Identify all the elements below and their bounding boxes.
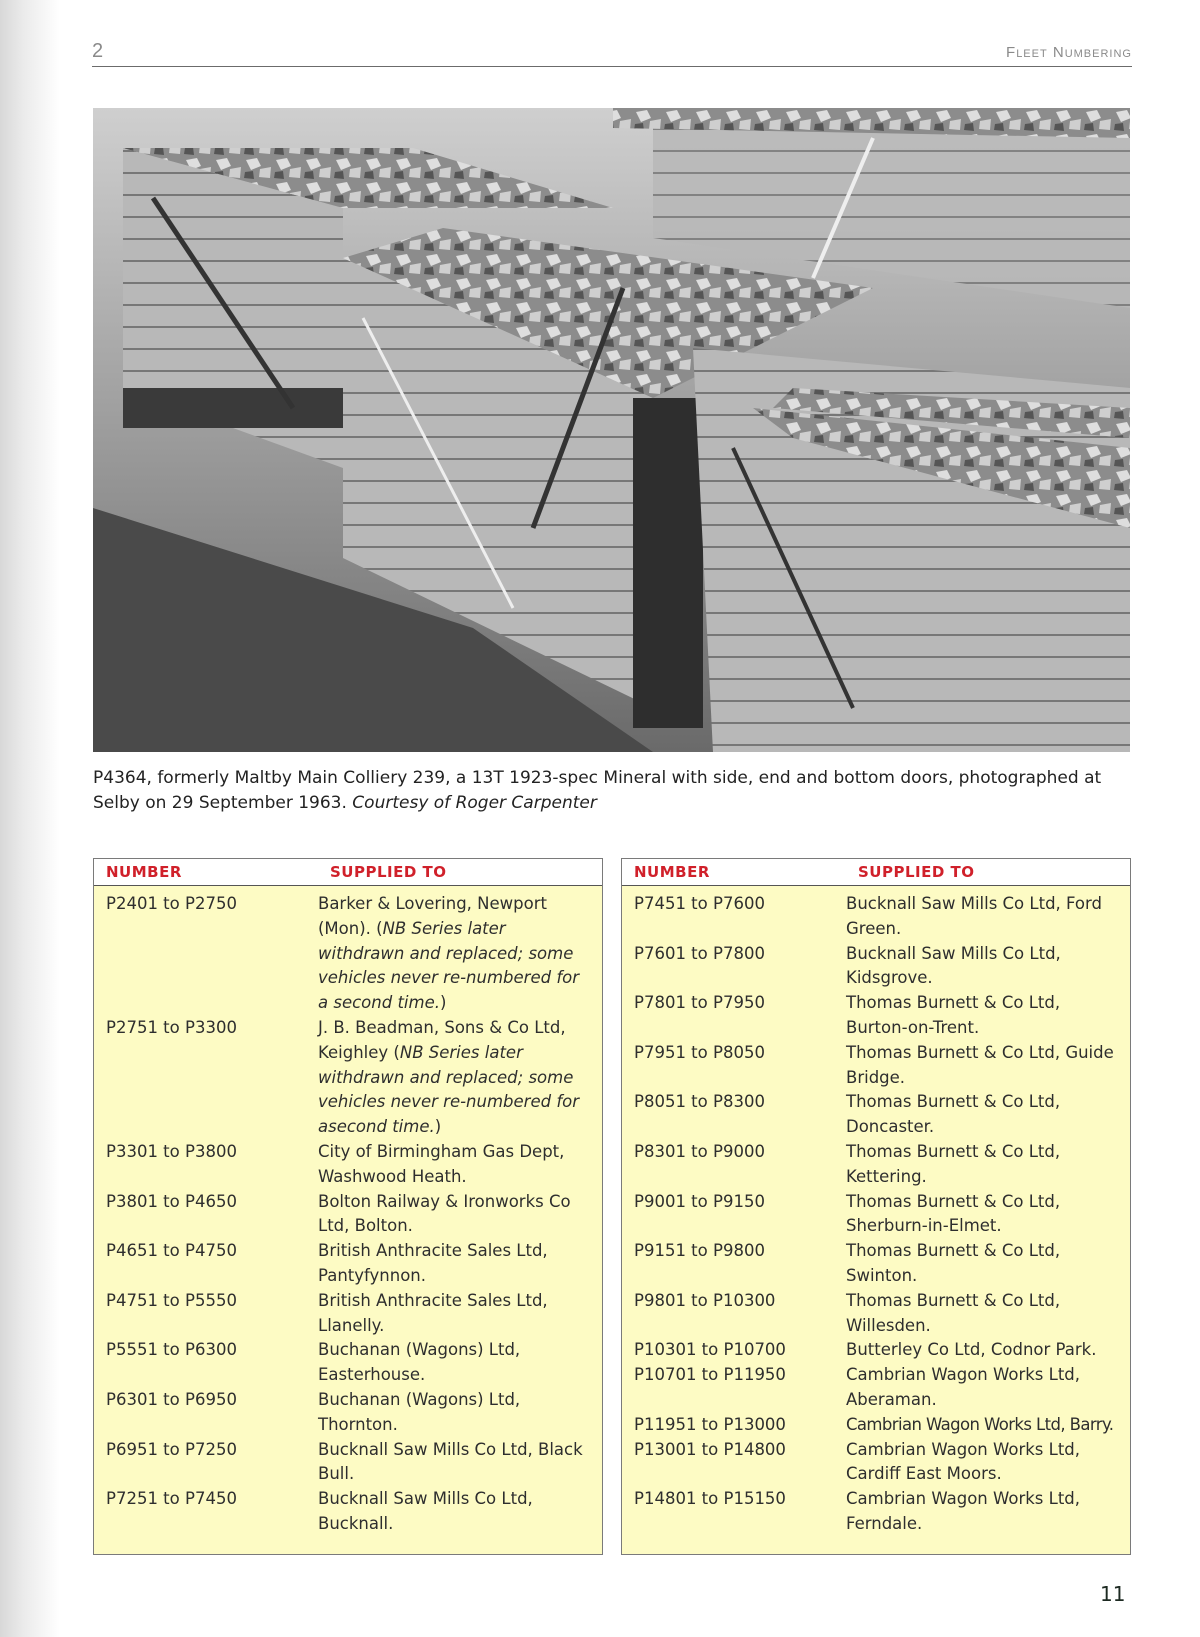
table-body [94,886,602,1537]
supplied-to [846,1190,1116,1240]
supplied-to [846,1487,1116,1537]
table-row [94,1140,602,1190]
table-row [94,892,602,1016]
wagon-number-range: P2751 to P3300 [106,1017,237,1037]
table-row [94,1388,602,1438]
wagon-number-range: P9151 to P9800 [634,1241,765,1261]
wagon-number-range: P2401 to P2750 [106,894,237,913]
table-row [622,1338,1130,1363]
wagon-number-range: P10301 to P10700 [634,1340,786,1360]
table-row [94,1289,602,1339]
supplier-name: Cambrian Wagon Works Ltd, Barry. [846,1414,1114,1434]
supplied-to [846,1140,1116,1190]
table-header [94,859,602,886]
section-title: Fleet Numbering [1006,44,1132,61]
table-row [622,1289,1130,1339]
supplier-name: Bolton Railway & Ironworks Co Ltd, Bolton. [318,1191,571,1236]
wagon-number-range: P9001 to P9150 [634,1191,765,1211]
table-row [94,1239,602,1289]
supplied-to [846,1413,1116,1438]
supplied-to [318,1289,588,1339]
column-header-number: NUMBER [106,863,182,881]
supplier-name: Bucknall Saw Mills Co Ltd, Kidsgrove. [846,943,1061,988]
table-body [622,886,1130,1537]
supplied-to [318,1388,588,1438]
wagon-number-range: P9801 to P10300 [634,1290,776,1310]
supplied-to [846,1363,1116,1413]
supplied-to [846,1338,1116,1363]
table-row [622,1041,1130,1091]
supplier-name: British Anthracite Sales Ltd, Pantyfynnon. [318,1241,548,1285]
supplier-note: NB Series later withdrawn and replaced; some vehicles never re-numbered for asecond time. [318,1042,580,1137]
wagon-number-range: P8051 to P8300 [634,1092,765,1112]
supplied-to [318,1487,588,1537]
supplier-name: City of Birmingham Gas Dept, Washwood Heath. [318,1141,565,1186]
wagon-number-range: P4751 to P5550 [106,1290,237,1310]
supplier-name: Cambrian Wagon Works Ltd, Aberaman. [846,1365,1081,1409]
wagon-numbering-table-left [93,858,603,1555]
wagon-number-range: P7951 to P8050 [634,1042,765,1062]
supplier-name: Thomas Burnett & Co Ltd, Guide Bridge. [846,1042,1114,1087]
table-row [622,1413,1130,1438]
wagon-number-range: P7451 to P7600 [634,894,765,913]
table-row [622,991,1130,1041]
wagon-numbering-table-right [621,858,1131,1555]
wagon-number-range: P7601 to P7800 [634,943,765,963]
supplied-to [846,1090,1116,1140]
supplied-to [846,1438,1116,1488]
table-row [622,1190,1130,1240]
wagon-number-range: P6951 to P7250 [106,1439,237,1459]
wagon-number-range: P6301 to P6950 [106,1389,237,1409]
wagon-number-range: P3801 to P4650 [106,1191,237,1211]
table-header [622,859,1130,886]
supplied-to [318,1438,588,1488]
header-page-number: 2 [92,40,104,62]
table-row [622,1239,1130,1289]
running-header [92,40,1132,67]
supplied-to [846,991,1116,1041]
photo-caption [93,766,1133,816]
wagon-number-range: P13001 to P14800 [634,1439,786,1459]
supplier-name: Thomas Burnett & Co Ltd, Swinton. [846,1241,1061,1285]
table-row [94,1338,602,1388]
supplier-name: Cambrian Wagon Works Ltd, Ferndale. [846,1489,1081,1533]
table-row [622,1363,1130,1413]
supplier-note: NB Series later withdrawn and replaced; some vehicles never re-numbered for a second time. [318,918,580,1013]
supplied-to [318,1338,588,1388]
table-row [94,1438,602,1488]
supplied-to [846,1239,1116,1289]
footer-page-number: 11 [1100,1582,1126,1606]
supplied-to [318,1190,588,1240]
supplier-note-close: ) [434,1117,442,1137]
wagon-number-range: P7251 to P7450 [106,1489,237,1509]
supplier-name: Thomas Burnett & Co Ltd, Burton-on-Trent. [846,993,1061,1037]
supplied-to [318,1239,588,1289]
supplier-name: Thomas Burnett & Co Ltd, Kettering. [846,1141,1061,1186]
supplier-name: Buchanan (Wagons) Ltd, Easterhouse. [318,1340,521,1385]
supplier-note-close: ) [439,993,447,1013]
table-row [622,892,1130,942]
supplier-name: Thomas Burnett & Co Ltd, Sherburn-in-Elmet. [846,1191,1061,1236]
wagon-number-range: P7801 to P7950 [634,993,765,1013]
supplier-name: Butterley Co Ltd, Codnor Park. [846,1340,1097,1360]
table-row [94,1016,602,1140]
supplier-name: Thomas Burnett & Co Ltd, Willesden. [846,1290,1061,1335]
wagon-number-range: P8301 to P9000 [634,1141,765,1161]
supplier-name: Thomas Burnett & Co Ltd, Doncaster. [846,1092,1061,1137]
supplied-to [846,1041,1116,1091]
wagon-number-range: P4651 to P4750 [106,1241,237,1261]
supplier-name: British Anthracite Sales Ltd, Llanelly. [318,1290,548,1335]
supplier-name: Barker & Lovering, Newport (Mon). ( [318,894,547,938]
column-header-supplied-to: SUPPLIED TO [858,863,975,881]
photo-illustration [93,108,1130,752]
table-row [622,1438,1130,1488]
supplied-to [318,1016,588,1140]
supplied-to [846,942,1116,992]
table-row [622,942,1130,992]
supplied-to [318,1140,588,1190]
supplied-to [318,892,588,1016]
column-header-number: NUMBER [634,863,710,881]
caption-credit: Courtesy of Roger Carpenter [352,793,597,813]
wagon-number-range: P14801 to P15150 [634,1489,786,1509]
table-row [622,1140,1130,1190]
coal-wagons-photo [93,108,1130,752]
table-row [94,1190,602,1240]
wagon-number-range: P5551 to P6300 [106,1340,237,1360]
caption-text: P4364, formerly Maltby Main Colliery 239, a 13T 1923-spec Mineral with side, end and bottom doors, photographed at Selby on 29 September 1963. [93,768,1102,813]
supplied-to [846,892,1116,942]
supplied-to [846,1289,1116,1339]
table-row [622,1090,1130,1140]
column-header-supplied-to: SUPPLIED TO [330,863,447,881]
table-row [622,1487,1130,1537]
table-row [94,1487,602,1537]
supplier-name: Cambrian Wagon Works Ltd, Cardiff East Moors. [846,1439,1081,1484]
supplier-name: Bucknall Saw Mills Co Ltd, Black Bull. [318,1439,583,1484]
wagon-number-range: P10701 to P11950 [634,1365,786,1385]
supplier-name: J. B. Beadman, Sons & Co Ltd, Keighley ( [318,1017,566,1062]
supplier-name: Buchanan (Wagons) Ltd, Thornton. [318,1389,521,1434]
page-gutter-shadow [0,0,60,1637]
wagon-number-range: P11951 to P13000 [634,1414,786,1434]
supplier-name: Bucknall Saw Mills Co Ltd, Ford Green. [846,894,1102,938]
wagon-number-range: P3301 to P3800 [106,1141,237,1161]
supplier-name: Bucknall Saw Mills Co Ltd, Bucknall. [318,1489,533,1533]
